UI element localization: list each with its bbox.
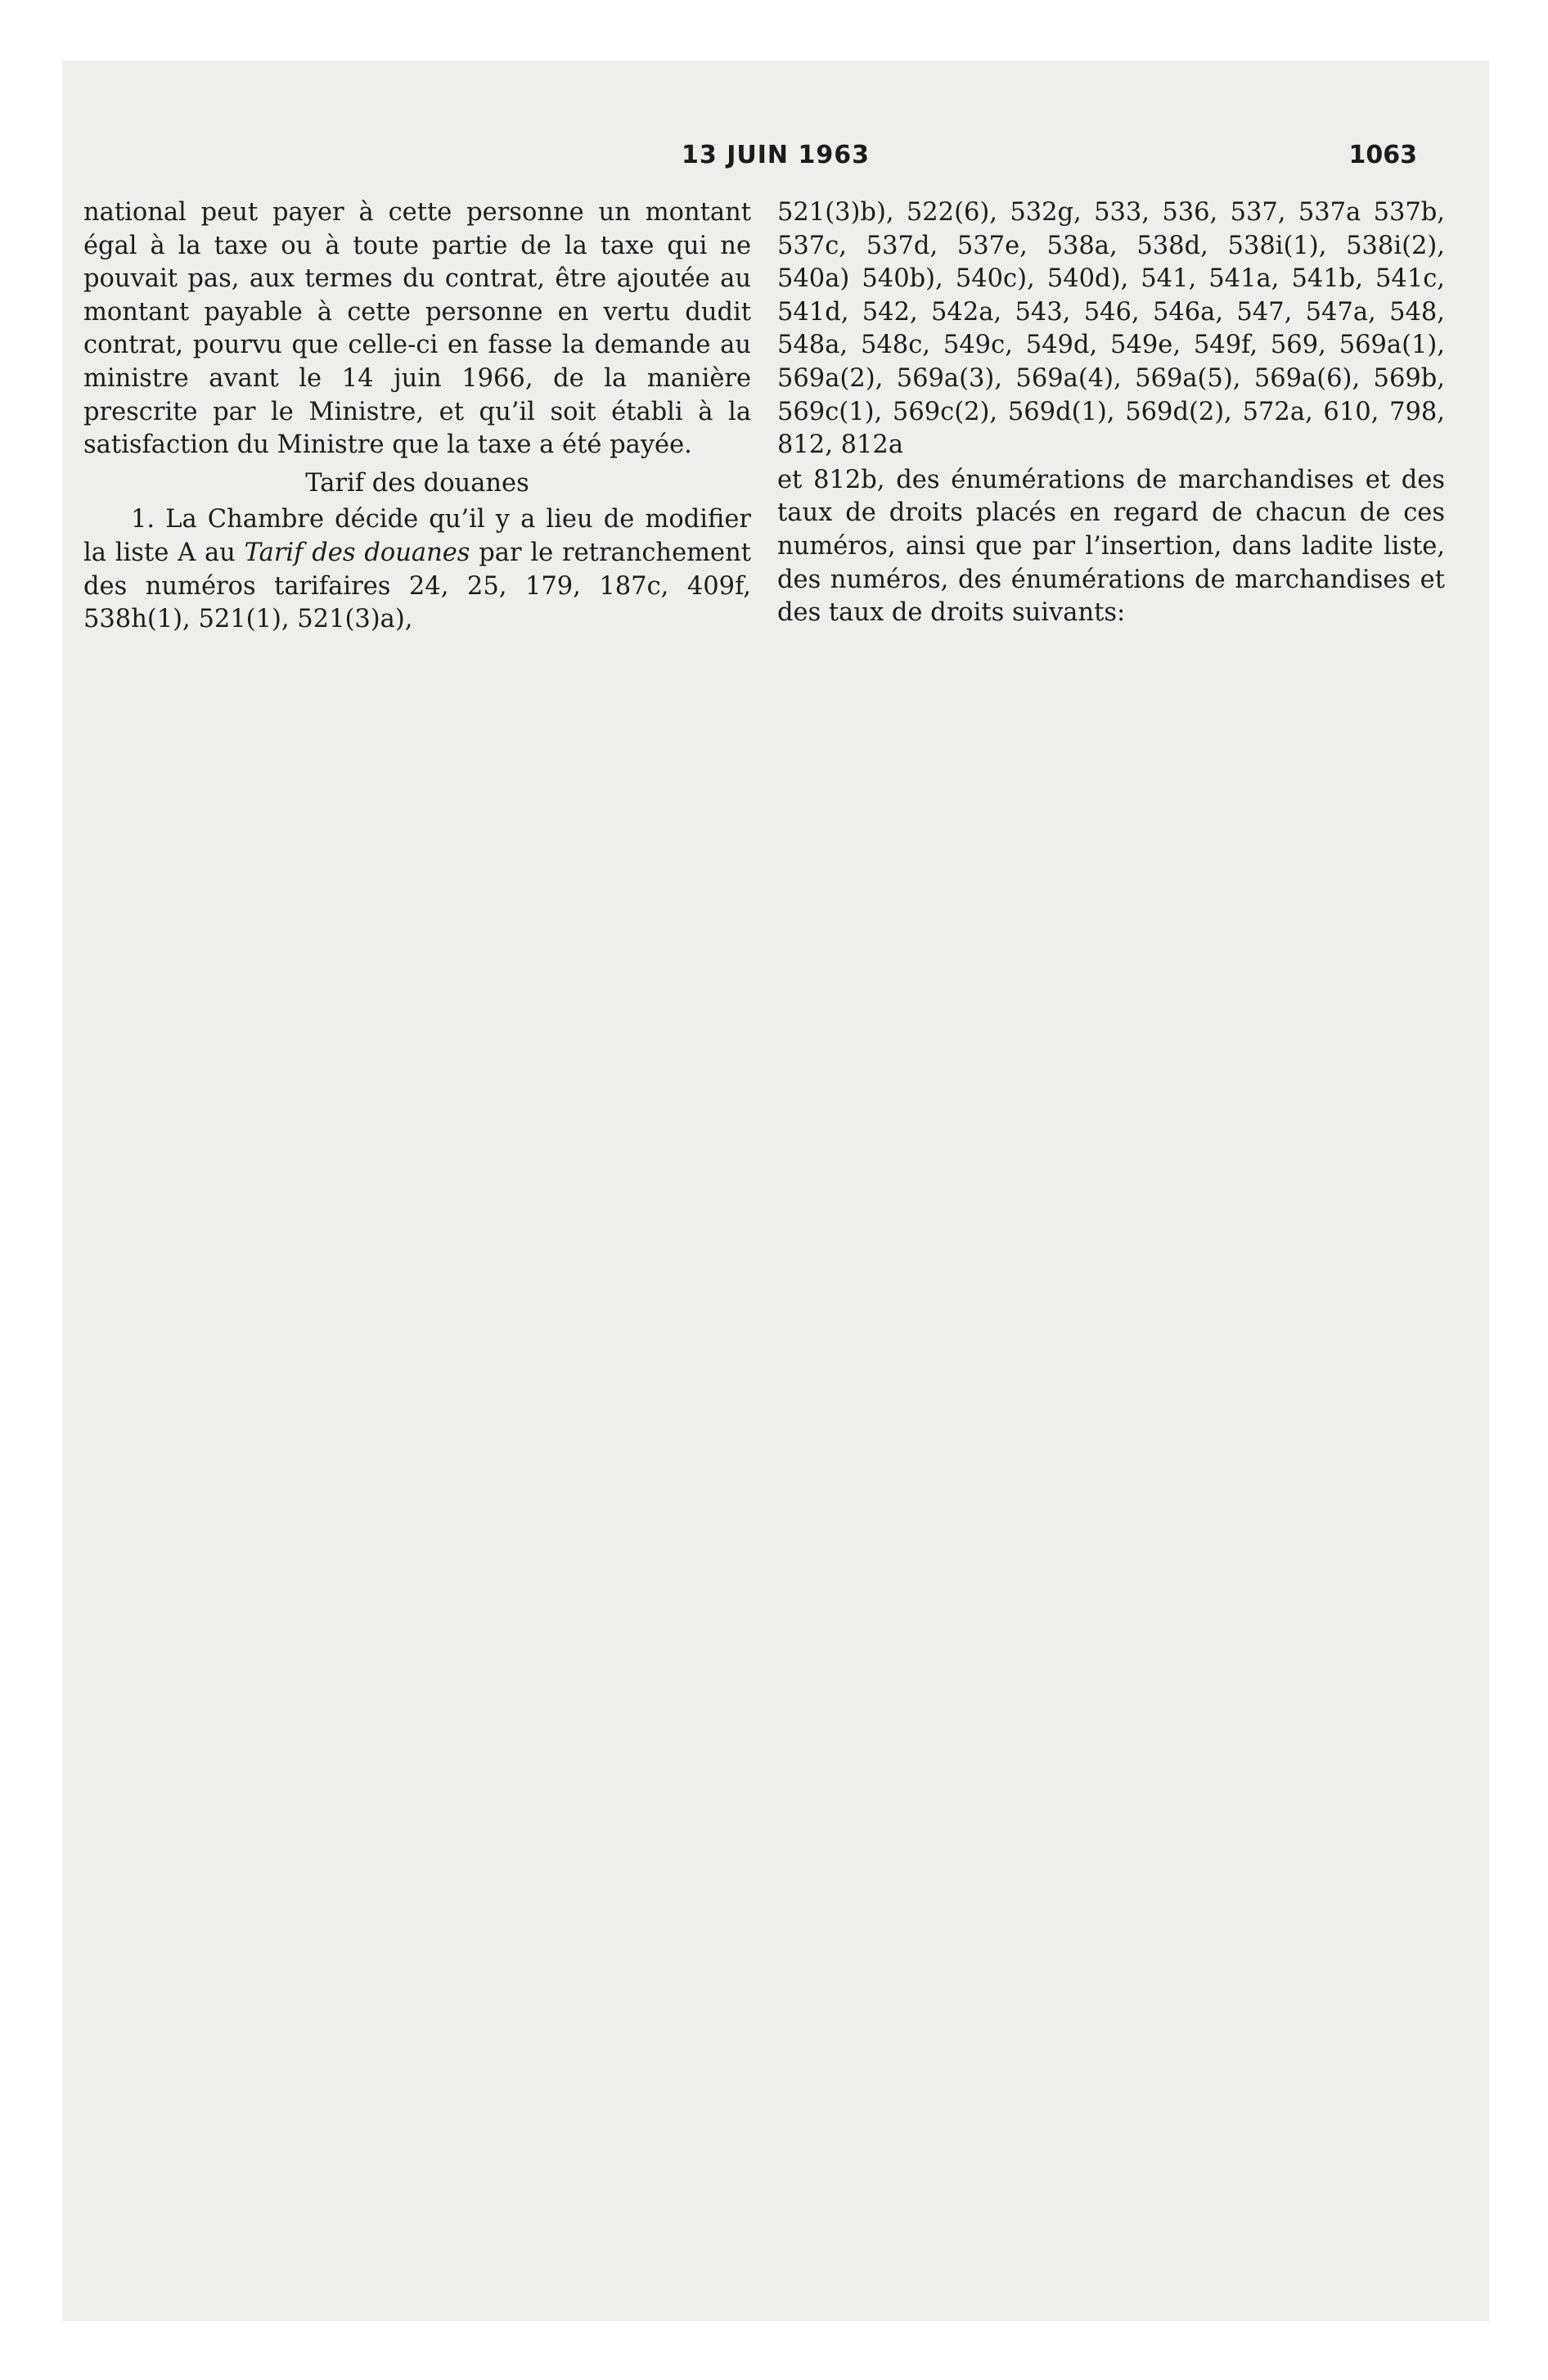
paragraph-tarif-modification [83,503,751,636]
section-heading-tarif: Tarif des douanes [305,468,529,498]
running-title: 13 JUIN 1963 [682,141,870,169]
paragraph-tarif-end: par le retranchement des numéros tarifaires 24, 25, 179, 187c, 409f, 538h(1), 521(1), 521(3)a), [83,538,751,634]
left-column [83,196,751,637]
paragraph-insertion: et 812b, des énumérations de marchandises et des taux de droits placés en regard de chacun de ces numéros, ainsi que par l’insertion, dans ladite liste, des numéros, des énumérations de marchandises et des taux de droits suivants: [777,465,1445,628]
paragraph-tarif-start: 1. La Chambre décide qu’il y a lieu de modifier la liste A au [83,505,751,567]
page-header [62,141,1489,178]
page-number: 1063 [1348,141,1417,169]
paragraph-taxe-remboursement: national peut payer à cette personne un montant égal à la taxe ou à toute partie de la taxe qui ne pouvait pas, aux termes du contrat, être ajoutée au montant payable à cette personne en vertu dudit contrat, pourvu que celle-ci en fasse la demande au ministre avant le 14 juin 1966, de la manière prescrite par le Ministre, et qu’il soit établi à la satisfaction du Ministre que la taxe a été payée. [83,198,751,460]
tariff-number-list: 521(3)b), 522(6), 532g, 533, 536, 537, 537a 537b, 537c, 537d, 537e, 538a, 538d, 538i(1), 538i(2), 540a) 540b), 540c), 540d), 541, 541a, 541b, 541c, 541d, 542, 542a, 543, 546, 546a, 547, 547a, 548, 548a, 548c, 549c, 549d, 549e, 549f, 569, 569a(1), 569a(2), 569a(3), 569a(4), 569a(5), 569a(6), 569b, 569c(1), 569c(2), 569d(1), 569d(2), 572a, 610, 798, 812, 812a [777,198,1445,460]
right-column [777,196,1445,630]
tarif-title-italic: Tarif des douanes [244,538,470,567]
